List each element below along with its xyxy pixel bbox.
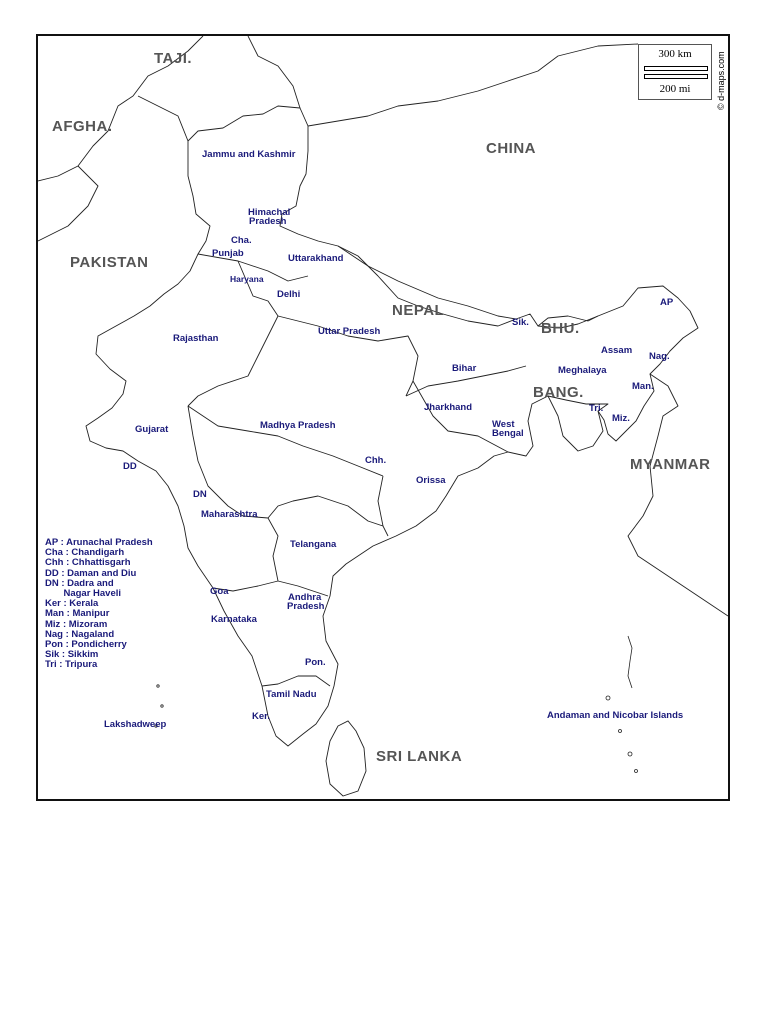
state-label-uttarakhand: Uttarakhand [288, 253, 344, 264]
state-label-ker: Ker. [252, 711, 270, 722]
state-label-cha: Cha. [231, 235, 252, 246]
state-label-delhi: Delhi [277, 289, 301, 300]
state-label-man: Man. [632, 381, 654, 392]
country-label-bhu: BHU. [541, 320, 580, 337]
legend-entry: Pon : Pondicherry [45, 639, 127, 651]
india-outline [86, 106, 698, 746]
state-label-gujarat: Gujarat [135, 424, 169, 435]
legend-entry: Cha : Chandigarh [45, 547, 125, 559]
legend-entry: Tri : Tripura [45, 659, 98, 671]
legend-entry: Nagar Haveli [45, 588, 122, 600]
state-label-nag: Nag. [649, 351, 670, 362]
state-label-up: Uttar Pradesh [318, 326, 381, 337]
country-label-taji: TAJI. [154, 50, 193, 67]
state-label-orissa: Orissa [416, 475, 446, 486]
country-label-china: CHINA [486, 140, 536, 157]
legend-entry: AP : Arunachal Pradesh [45, 537, 153, 548]
state-label-miz: Miz. [612, 413, 630, 424]
state-label-tri: Tri. [589, 403, 604, 414]
abbreviation-legend [45, 538, 153, 671]
sri-lanka-outline [326, 721, 366, 796]
state-label-assam: Assam [601, 345, 633, 356]
state-label-jk: Jammu and Kashmir [202, 149, 296, 160]
map-frame [36, 34, 730, 801]
country-label-srilanka: SRI LANKA [376, 748, 463, 765]
legend-entry: Chh : Chhattisgarh [45, 557, 131, 569]
state-label-rajasthan: Rajasthan [173, 333, 219, 344]
scale-km-label: 300 km [658, 48, 692, 60]
state-label-wb-2: Bengal [492, 428, 524, 439]
map-credit: © d-maps.com [716, 51, 726, 110]
state-label-hp: Himachal [248, 207, 291, 218]
state-label-hp-2: Pradesh [249, 216, 287, 227]
state-label-lakshadweep: Lakshadweep [104, 719, 167, 730]
state-label-wb: West [492, 419, 515, 430]
country-label-afgha: AFGHA. [52, 118, 113, 135]
legend-entry: DD : Daman and Diu [45, 567, 137, 579]
legend-entry: Miz : Mizoram [45, 618, 108, 630]
scale-bar [638, 44, 712, 100]
state-label-telangana: Telangana [290, 539, 337, 550]
state-label-meghalaya: Meghalaya [558, 365, 607, 376]
state-label-pon: Pon. [305, 657, 326, 668]
state-label-sik: Sik. [512, 317, 529, 328]
state-label-haryana: Haryana [230, 274, 264, 284]
state-label-chh: Chh. [365, 455, 387, 466]
state-label-andhra: Andhra [288, 592, 322, 603]
legend-entry: DN : Dadra and [45, 577, 114, 589]
country-label-bang: BANG. [533, 384, 584, 401]
state-label-bihar: Bihar [452, 363, 477, 374]
state-label-punjab: Punjab [212, 248, 244, 259]
state-label-andaman: Andaman and Nicobar Islands [547, 710, 684, 721]
state-label-dn: DN [193, 489, 207, 500]
country-label-nepal: NEPAL [392, 302, 445, 319]
scale-km-bar [644, 66, 708, 71]
state-label-mp: Madhya Pradesh [260, 420, 336, 431]
state-label-andhra-2: Pradesh [287, 601, 325, 612]
state-label-goa: Goa [210, 586, 229, 597]
state-label-karnataka: Karnataka [211, 614, 257, 625]
legend-entry: Sik : Sikkim [45, 649, 99, 661]
legend-entry: Nag : Nagaland [45, 628, 115, 640]
scale-mi-bar [644, 74, 708, 79]
country-label-myanmar: MYANMAR [630, 456, 711, 473]
legend-entry: Man : Manipur [45, 608, 110, 620]
state-label-jharkhand: Jharkhand [424, 402, 473, 413]
state-label-tn: Tamil Nadu [266, 689, 317, 700]
legend-entry: Ker : Kerala [45, 598, 99, 610]
scale-mi-label: 200 mi [659, 83, 691, 95]
state-label-maharashtra: Maharashtra [201, 509, 258, 520]
state-label-dd: DD [123, 461, 137, 472]
country-label-pakistan: PAKISTAN [70, 254, 149, 271]
state-label-ap: AP [660, 297, 674, 308]
